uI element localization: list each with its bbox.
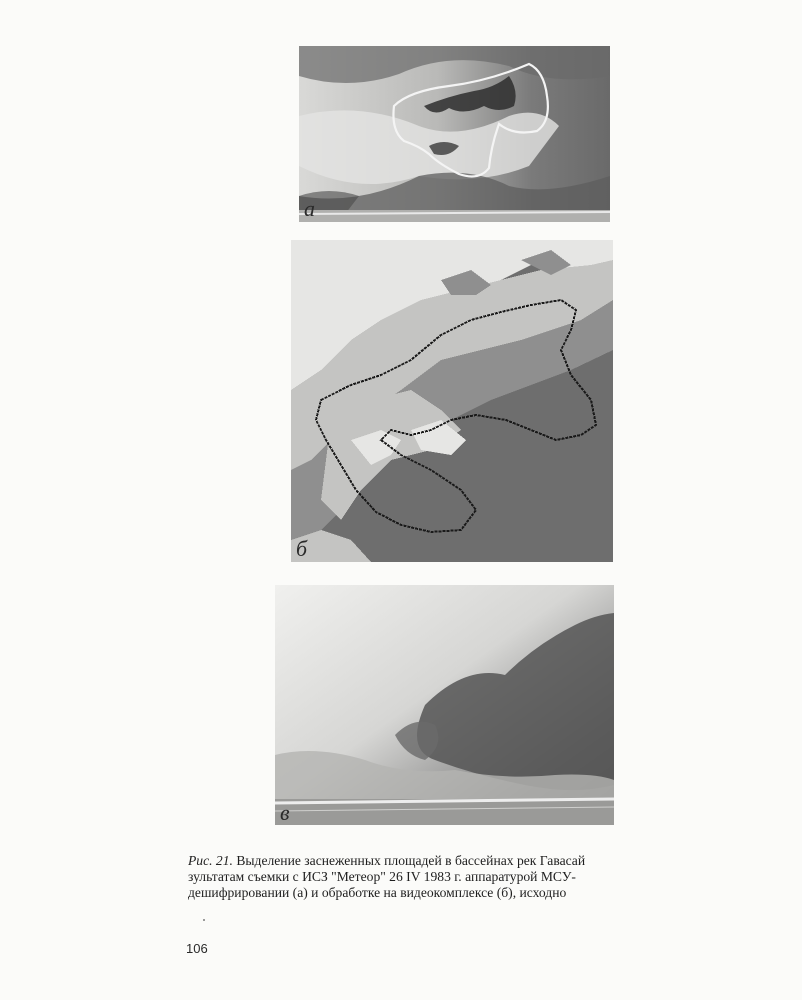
- processed-image-b: [291, 240, 613, 562]
- caption-line-1: [188, 853, 618, 869]
- panel-label-b: б: [296, 536, 308, 561]
- caption-line-3: дешифрировании (а) и обработке на видеокомплексе (б), исходно: [188, 885, 567, 900]
- satellite-image-c: [275, 585, 614, 825]
- figure-caption: [188, 853, 618, 901]
- page-number: 106: [186, 941, 208, 956]
- panel-label-c: в: [280, 800, 290, 825]
- figure-panel-a: [299, 46, 610, 222]
- print-speck: [203, 919, 205, 921]
- satellite-image-a: [299, 46, 610, 222]
- caption-line-2: зультатам съемки с ИСЗ "Метеор" 26 IV 1983 г. аппаратурой МСУ-: [188, 869, 576, 884]
- panel-label-a: а: [304, 196, 315, 221]
- caption-figure-number: Рис. 21.: [188, 853, 233, 868]
- caption-text-1: Выделение заснеженных площадей в бассейнах рек Гавасай: [232, 853, 586, 868]
- figure-panel-b: [291, 240, 613, 562]
- figure-panel-c: [275, 585, 614, 825]
